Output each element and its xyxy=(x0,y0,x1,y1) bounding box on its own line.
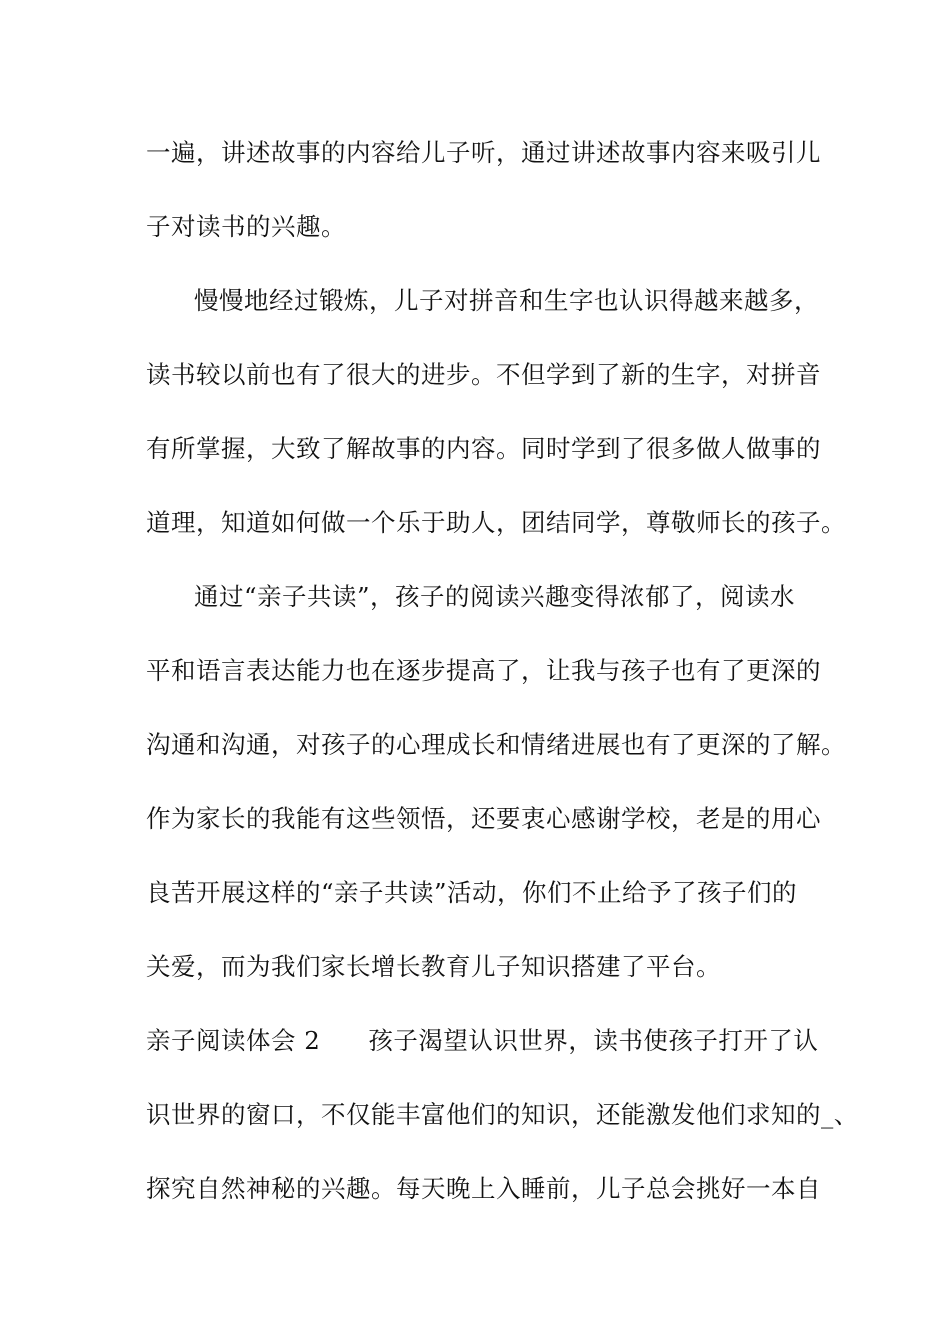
paragraph-line: 识世界的窗口，不仅能丰富他们的知识，还能激发他们求知的_、 xyxy=(146,1100,859,1129)
paragraph-line: 探究自然神秘的兴趣。每天晚上入睡前，儿子总会挑好一本自 xyxy=(146,1174,821,1203)
paragraph-line: 沟通和沟通，对孩子的心理成长和情绪进展也有了更深的了解。 xyxy=(146,730,846,759)
paragraph-line: 平和语言表达能力也在逐步提高了，让我与孩子也有了更深的 xyxy=(146,656,821,685)
paragraph-line: 读书较以前也有了很大的进步。不但学到了新的生字，对拼音 xyxy=(146,360,821,389)
paragraph-line: 道理，知道如何做一个乐于助人，团结同学，尊敬师长的孩子。 xyxy=(146,508,846,537)
section-heading: 亲子阅读体会 2 xyxy=(146,1026,321,1055)
paragraph-line: 慢慢地经过锻炼，儿子对拼音和生字也认识得越来越多， xyxy=(194,286,819,315)
paragraph-line: 良苦开展这样的“亲子共读”活动，你们不止给予了孩子们的 xyxy=(146,878,798,907)
paragraph-line: 有所掌握，大致了解故事的内容。同时学到了很多做人做事的 xyxy=(146,434,821,463)
paragraph-line: 一遍，讲述故事的内容给儿子听，通过讲述故事内容来吸引儿 xyxy=(146,138,821,167)
paragraph-line: 子对读书的兴趣。 xyxy=(146,212,346,241)
section-start-line xyxy=(146,1025,818,1057)
section-first-line: 孩子渴望认识世界，读书使孩子打开了认 xyxy=(368,1026,819,1055)
paragraph-line: 通过“亲子共读”，孩子的阅读兴趣变得浓郁了，阅读水 xyxy=(194,582,796,611)
paragraph-line: 作为家长的我能有这些领悟，还要衷心感谢学校，老是的用心 xyxy=(146,804,821,833)
paragraph-line: 关爱，而为我们家长增长教育儿子知识搭建了平台。 xyxy=(146,952,721,981)
